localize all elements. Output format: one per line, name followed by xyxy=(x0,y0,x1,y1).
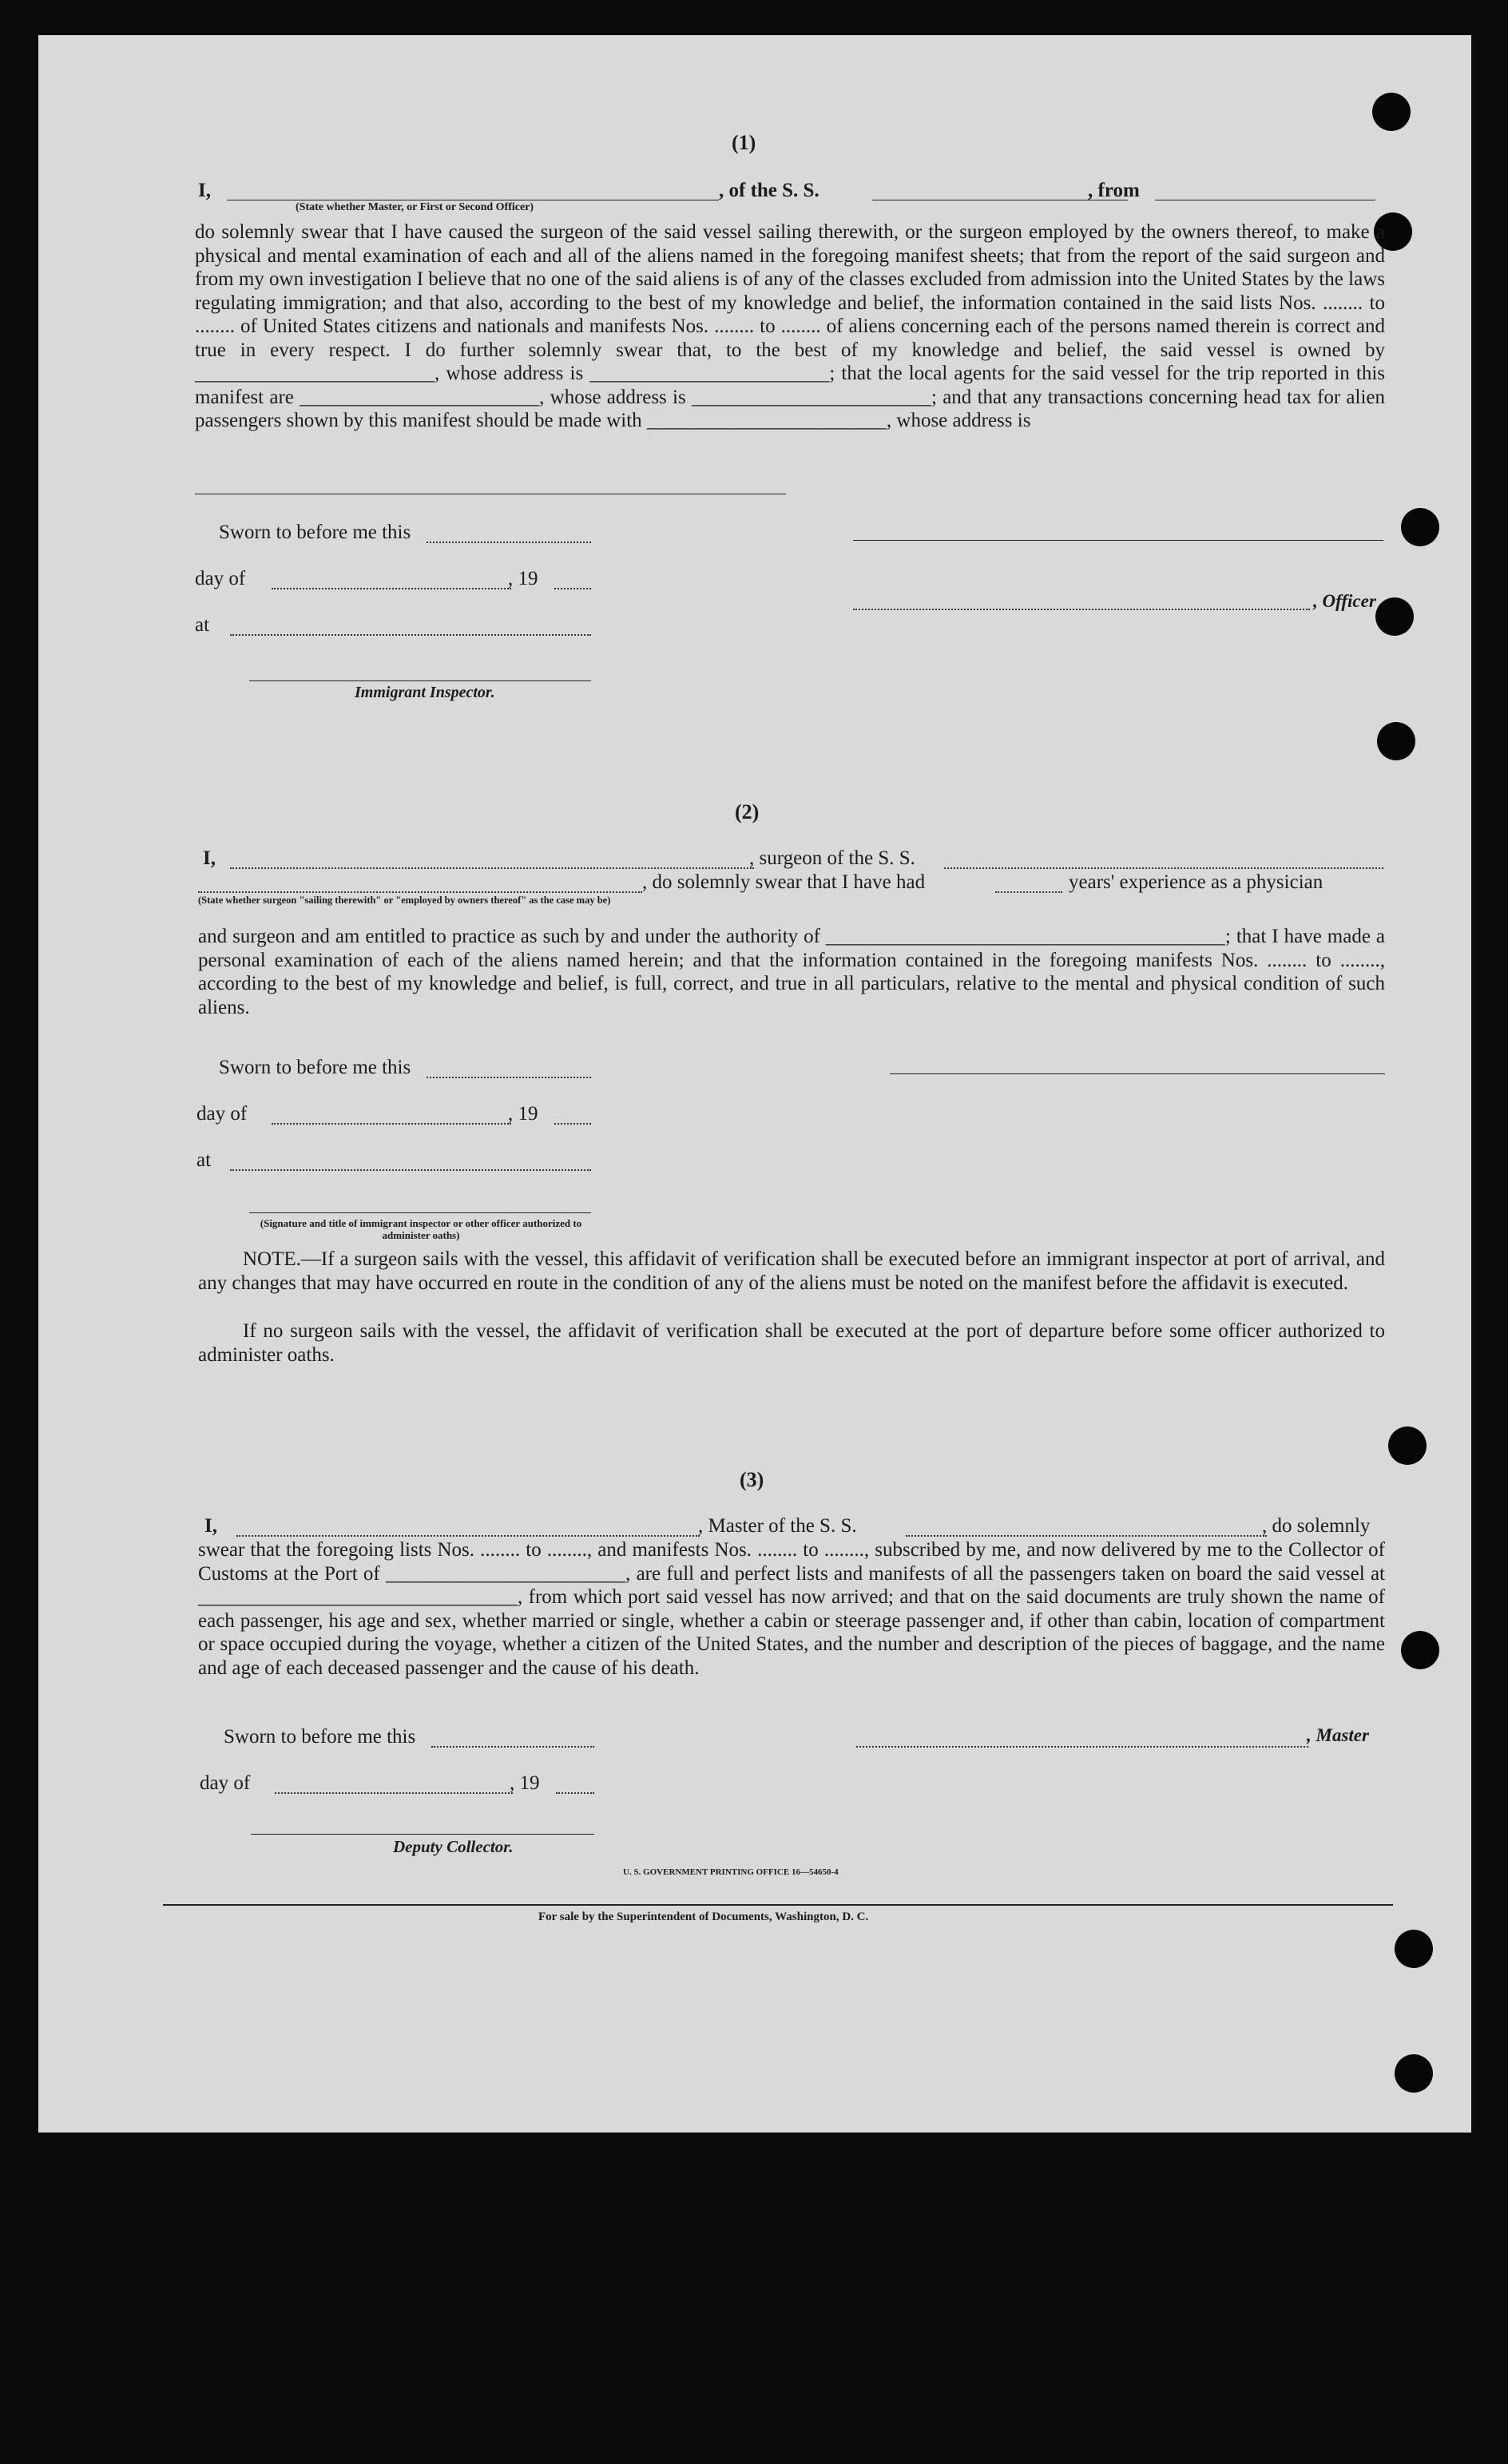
s2-year: , 19 xyxy=(508,1103,538,1125)
s2-at-line xyxy=(230,1169,591,1171)
s2-sig-caption: (Signature and title of immigrant inspector or other officer authorized to administer oaths) xyxy=(260,1217,582,1241)
s2-years-label: years' experience as a physician xyxy=(1069,871,1323,893)
punch-hole xyxy=(1395,1930,1433,1968)
s3-collector-label: Deputy Collector. xyxy=(393,1837,514,1856)
s2-sworn: Sworn to before me this xyxy=(219,1057,411,1078)
punch-hole xyxy=(1395,2054,1433,2093)
s2-note-1: NOTE.—If a surgeon sails with the vessel, this affidavit of verification shall be executed before an immigrant inspector at port of arrival, and any changes that may have occurred en route in the condition of any of the aliens must be noted on the manifest before the affidavit is executed. xyxy=(198,1248,1385,1294)
section-3-heading: (3) xyxy=(740,1468,764,1491)
s3-i-label: I, xyxy=(204,1515,217,1537)
s3-sworn: Sworn to before me this xyxy=(224,1726,416,1748)
s2-day-line xyxy=(272,1123,511,1125)
s3-solemnly-label: , do solemnly xyxy=(1262,1515,1371,1537)
s2-note-2: If no surgeon sails with the vessel, the affidavit of verification shall be executed at the port of departure before some officer authorized to administer oaths. xyxy=(198,1320,1385,1366)
s3-collector-line xyxy=(251,1834,594,1835)
bleed-through-text xyxy=(693,83,698,104)
punch-hole xyxy=(1388,1426,1427,1465)
punch-hole xyxy=(1377,722,1415,760)
s2-i-label: I, xyxy=(203,847,216,869)
s2-years-line xyxy=(995,891,1062,893)
s3-master-label-sig: , Master xyxy=(1307,1725,1369,1745)
s2-swear-label: , do solemnly swear that I have had xyxy=(642,871,926,893)
s1-officer-sig-line xyxy=(853,540,1383,541)
s2-day-of: day of xyxy=(196,1103,248,1125)
s3-name-line xyxy=(236,1535,700,1537)
s1-caption: (State whether Master, or First or Second Officer) xyxy=(296,201,534,213)
s3-master-sig-line xyxy=(856,1746,1308,1748)
punch-hole xyxy=(1401,1631,1439,1669)
s1-year-line xyxy=(554,588,591,589)
s2-caption: (State whether surgeon "sailing therewith" or "employed by owners thereof" as the case may be) xyxy=(198,895,611,906)
gpo-imprint: U. S. GOVERNMENT PRINTING OFFICE 16—54650-4 xyxy=(623,1867,839,1877)
s1-at-line xyxy=(230,634,591,636)
s1-day-line xyxy=(272,588,511,589)
s1-i-label: I, xyxy=(198,180,211,201)
s3-day-line xyxy=(275,1792,513,1794)
s2-body: and surgeon and am entitled to practice as such by and under the authority of ________________________________________; that I have made a personal examination of each of the aliens named herein; and that the information contained in the foregoing manifests Nos. ........ to ........, according to the best of my knowledge and belief, is full, correct, and true in all particulars, relative to the mental and physical condition of such aliens. xyxy=(198,926,1385,1018)
punch-hole xyxy=(1375,597,1414,636)
s2-capacity-line xyxy=(198,891,642,893)
s1-sworn-line xyxy=(427,542,591,543)
sale-notice: For sale by the Superintendent of Documents, Washington, D. C. xyxy=(538,1910,869,1923)
s3-year-line xyxy=(556,1792,594,1794)
s1-inspector-label: Immigrant Inspector. xyxy=(355,684,495,701)
s1-at: at xyxy=(195,614,210,636)
s1-of-ss-label: , of the S. S. xyxy=(719,180,819,201)
s2-surgeon-label: , surgeon of the S. S. xyxy=(749,847,915,869)
s1-inspector-line xyxy=(249,680,591,681)
s2-at: at xyxy=(196,1149,212,1171)
form-page xyxy=(38,35,1471,2133)
punch-hole xyxy=(1401,508,1439,546)
s1-sworn: Sworn to before me this xyxy=(219,522,411,543)
punch-hole xyxy=(1372,93,1411,131)
s1-from-label: , from xyxy=(1088,180,1140,201)
s1-officer-line xyxy=(853,609,1310,610)
s3-master-label: , Master of the S. S. xyxy=(698,1515,857,1537)
s2-name-line xyxy=(230,867,754,869)
s2-year-line xyxy=(554,1123,591,1125)
s3-body: swear that the foregoing lists Nos. ........ to ........, and manifests Nos. ........ to ........, subscribed by me, and now delivered by me to the Collector of Customs at the Port of ________________________, are full and perfect lists and manifests of all the passengers taken on board the said vessel at ________________________________, from which port said vessel has now arrived; and that on the said documents are truly shown the name of each passenger, his age and sex, whether married or single, whether a cabin or steerage passenger and, if other than cabin, location of compartment or space occupied during the voyage, whether a citizen of the United States, and the number and description of the pieces of baggage, and the name and age of each deceased passenger and the cause of his death. xyxy=(198,1539,1385,1679)
footer-rule xyxy=(163,1904,1393,1906)
s3-vessel-line xyxy=(906,1535,1267,1537)
s3-day-of: day of xyxy=(200,1772,251,1794)
s2-inspector-line xyxy=(249,1212,591,1213)
section-1-heading: (1) xyxy=(732,131,756,154)
s2-vessel-line xyxy=(944,867,1383,869)
s1-day-of: day of xyxy=(195,568,246,589)
s2-surgeon-sig-line xyxy=(890,1073,1385,1074)
s1-officer-label: , Officer xyxy=(1313,591,1376,611)
s2-sworn-line xyxy=(427,1077,591,1078)
s3-year: , 19 xyxy=(510,1772,540,1794)
section-2-heading: (2) xyxy=(735,800,760,823)
s3-sworn-line xyxy=(431,1746,594,1748)
s1-year: , 19 xyxy=(508,568,538,589)
s1-body: do solemnly swear that I have caused the surgeon of the said vessel sailing therewith, or the surgeon employed by the owners thereof, to make a physical and mental examination of each and all of the aliens named in the foregoing manifest sheets; that from the report of the said surgeon and from my own investigation I believe that no one of the said aliens is of any of the classes excluded from admission into the United States by the laws regulating immigration; and that also, according to the best of my knowledge and belief, the information contained in the said lists Nos. ........ to ........ of United States citizens and nationals and manifests Nos. ........ to ........ of aliens concerning each of the persons named therein is correct and true in every respect. I do further solemnly swear that, to the best of my knowledge and belief, the said vessel is owned by ________________________, whose address is ________________________; that the local agents for the said vessel for the trip reported in this manifest are ________________________, whose address is ________________________; and that any transactions concerning head tax for alien passengers shown by this manifest should be made with ________________________, whose address is xyxy=(195,221,1385,431)
